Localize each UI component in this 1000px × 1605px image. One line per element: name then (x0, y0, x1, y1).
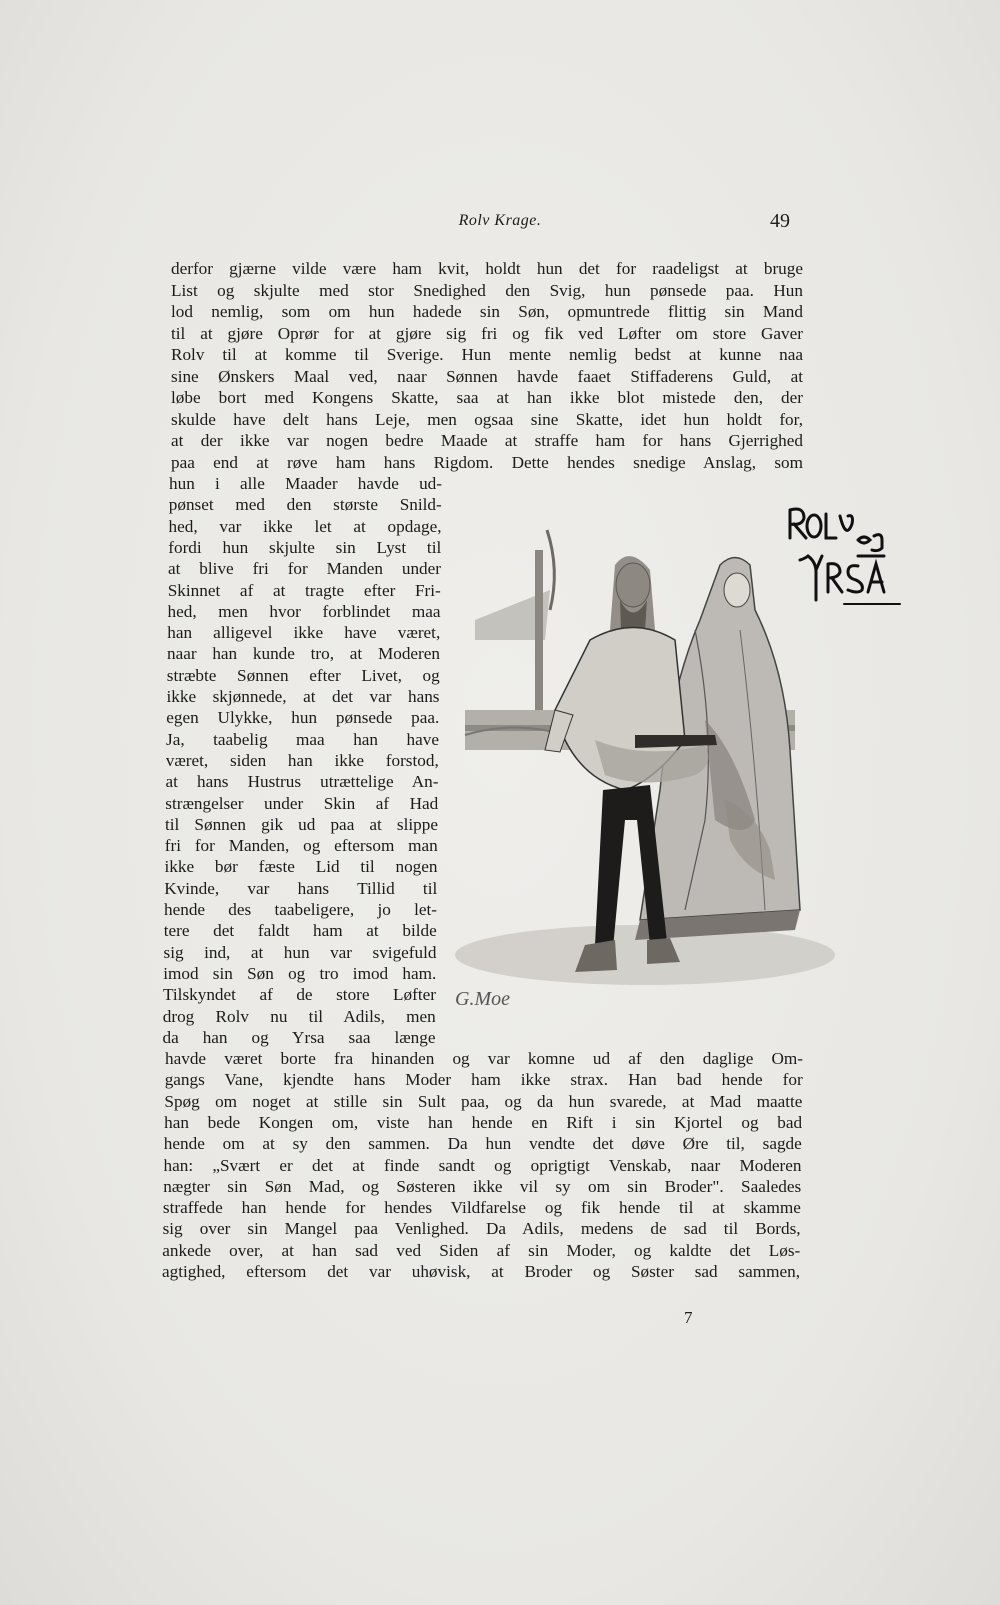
text-line: hed, var ikke let at opdage, (168, 516, 442, 536)
text-line: han alligevel ikke have været, (167, 623, 441, 643)
running-title: Rolv Krage. (458, 212, 542, 229)
illustration-title-lettering (786, 500, 906, 610)
text-line: ankede over, at han sad ved Siden af sin Moder, og kaldte det Løs- (162, 1240, 801, 1260)
text-line: skulde have delt hans Leje, men ogsaa sine Skatte, idet hun holdt for, (171, 409, 803, 429)
text-line: imod sin Søn og tro imod ham. (163, 963, 437, 983)
text-line: da han og Yrsa saa længe (162, 1027, 436, 1047)
text-line: tere det faldt ham at bilde (163, 921, 437, 941)
text-line: paa end at røve ham hans Rigdom. Dette hendes snedige Anslag, som (171, 452, 803, 472)
text-line: pønset med den største Snild- (168, 495, 442, 515)
text-line: hende des taabeligere, jo let- (164, 900, 437, 919)
text-line: List og skjulte med stor Snedighed den Svig, hun pønsede paa. Hun (171, 280, 803, 300)
text-line: til at gjøre Oprør for at gjøre sig fri og fik ved Løfter om store Gaver (171, 323, 803, 343)
text-line: han: „Svært er det at finde sandt og oprigtigt Venskab, naar Moderen (163, 1155, 802, 1175)
text-line: at hans Hustrus utrættelige An- (165, 772, 439, 792)
text-line: Skinnet af at tragte efter Fri- (167, 580, 441, 600)
text-line: ikke bør fæste Lid til nogen (164, 857, 438, 877)
text-line: naar han kunde tro, at Moderen (167, 644, 440, 664)
signature-number: 7 (684, 1308, 693, 1327)
text-line: Tilskyndet af de store Løfter (163, 985, 436, 1005)
text-line: drog Rolv nu til Adils, men (162, 1006, 436, 1026)
text-line: fri for Manden, og eftersom man (164, 836, 438, 856)
text-line: gangs Vane, kjendte hans Moder ham ikke strax. Han bad hende for (164, 1070, 803, 1090)
text-line: at blive fri for Manden under (168, 559, 441, 579)
artist-signature: G.Moe (455, 988, 510, 1010)
text-line: at der ikke var nogen bedre Maade at straffe ham for hans Gjerrighed (171, 431, 803, 450)
text-line: lod nemlig, som om hun hadede sin Søn, opmuntrede flittig sin Mand (171, 302, 803, 321)
text-line: Rolv til at komme til Sverige. Hun mente nemlig bedst at kunne naa (171, 345, 803, 364)
text-line: hed, men hvor forblindet maa (167, 601, 441, 621)
text-line: sig ind, at hun var svigefuld (163, 942, 437, 962)
text-line: Kvinde, var hans Tillid til (164, 878, 438, 898)
text-line: hende om at sy den sammen. Da hun vendte det døve Øre til, sagde (163, 1134, 802, 1154)
text-line: egen Ulykke, hun pønsede paa. (166, 708, 440, 728)
text-line: Spøg om noget at stille sin Sult paa, og da hun svarede, at Mad maatte (164, 1091, 803, 1111)
text-line: strængelser under Skin af Had (165, 793, 439, 813)
text-line: han bede Kongen om, viste han hende en Rift i sin Kjortel og bad (164, 1112, 803, 1132)
text-line: ikke skjønnede, at det var hans (166, 687, 440, 706)
text-line: sine Ønskers Maal ved, naar Sønnen havde faaet Stiffaderens Guld, at (171, 366, 803, 386)
text-line: derfor gjærne vilde være ham kvit, holdt hun det for raadeligst at bruge (171, 259, 803, 278)
text-line: løbe bort med Kongens Skatte, saa at han ikke blot mistede den, der (171, 388, 803, 407)
text-line: været, siden han ikke forstod, (165, 750, 439, 770)
text-line: til Sønnen gik ud paa at slippe (165, 814, 438, 834)
text-line: fordi hun skjulte sin Lyst til (168, 537, 442, 557)
text-line: nægter sin Søn Mad, og Søsteren ikke vil sy om sin Broder". Saaledes (163, 1176, 802, 1196)
text-line: Ja, taabelig maa han have (166, 729, 439, 749)
text-line: straffede han hende for hendes Vildfarelse og fik hende til at skamme (162, 1198, 801, 1218)
text-line: sig over sin Mangel paa Venlighed. Da Adils, medens de sad til Bords, (162, 1219, 801, 1239)
illustration-title: ROLV OG YRSA (786, 500, 794, 501)
text-line: agtighed, eftersom det var uhøvisk, at Broder og Søster sad sammen, (162, 1262, 800, 1281)
text-line: stræbte Sønnen efter Livet, og (166, 665, 440, 685)
text-line: hun i alle Maader havde ud- (169, 474, 442, 493)
page-number: 49 (770, 210, 790, 232)
text-line: havde været borte fra hinanden og var komne ud af den daglige Om- (165, 1049, 803, 1068)
